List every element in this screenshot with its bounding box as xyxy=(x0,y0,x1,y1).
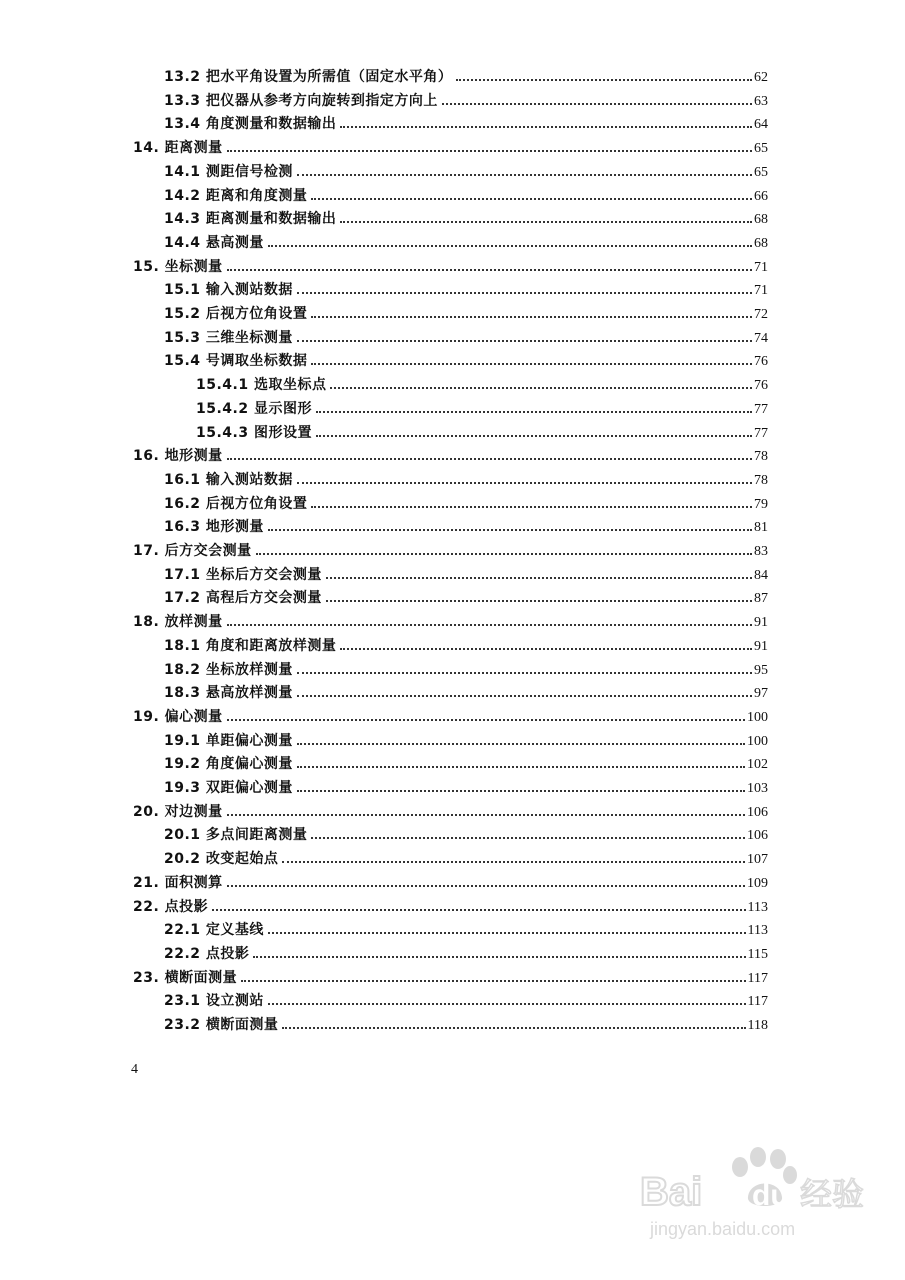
toc-entry-page: 115 xyxy=(747,946,768,962)
toc-entry[interactable] xyxy=(164,348,768,370)
toc-entry[interactable] xyxy=(164,585,768,607)
dot-leader xyxy=(227,269,752,271)
toc-entry-page: 109 xyxy=(747,875,768,891)
dot-leader xyxy=(212,909,745,911)
toc-entry-page: 106 xyxy=(747,804,768,820)
toc-entry[interactable] xyxy=(164,301,768,323)
toc-entry[interactable] xyxy=(164,680,768,702)
toc-entry-page: 106 xyxy=(747,828,768,844)
toc-entry-title: 14.3 距离测量和数据输出 xyxy=(164,211,337,228)
toc-entry[interactable] xyxy=(196,396,768,418)
dot-leader xyxy=(330,387,752,389)
toc-entry[interactable] xyxy=(164,230,768,252)
dot-leader xyxy=(297,672,752,674)
toc-entry-title: 16. 地形测量 xyxy=(133,448,223,465)
toc-entry-title: 18.3 悬高放样测量 xyxy=(164,685,293,702)
toc-entry[interactable] xyxy=(164,1012,768,1034)
toc-entry[interactable] xyxy=(133,443,768,465)
dot-leader xyxy=(241,980,745,982)
toc-entry[interactable] xyxy=(164,183,768,205)
toc-entry-title: 15.4 号调取坐标数据 xyxy=(164,353,308,370)
toc-entry[interactable] xyxy=(164,467,768,489)
toc-entry[interactable] xyxy=(196,372,768,394)
toc-entry-title: 15.4.1 选取坐标点 xyxy=(196,377,327,394)
dot-leader xyxy=(326,577,752,579)
dot-leader xyxy=(227,458,752,460)
dot-leader xyxy=(311,316,752,318)
toc-entry-page: 68 xyxy=(754,235,768,251)
toc-entry[interactable] xyxy=(164,325,768,347)
toc-entry-page: 83 xyxy=(754,544,768,559)
toc-entry[interactable] xyxy=(164,562,768,584)
toc-entry[interactable] xyxy=(164,846,768,868)
dot-leader xyxy=(268,932,746,934)
toc-entry-page: 117 xyxy=(747,994,768,1010)
toc-entry[interactable] xyxy=(164,111,768,133)
toc-entry-page: 113 xyxy=(747,899,768,915)
toc-entry-title: 15.4.2 显示图形 xyxy=(196,400,312,417)
watermark-brand: Bai xyxy=(640,1170,703,1214)
toc-entry-title: 15.4.3 图形设置 xyxy=(196,424,312,441)
toc-entry-title: 22.1 定义基线 xyxy=(164,922,264,939)
toc-entry-page: 74 xyxy=(754,330,768,346)
toc-entry[interactable] xyxy=(164,988,768,1010)
toc-entry-page: 71 xyxy=(754,259,768,275)
dot-leader xyxy=(311,363,752,365)
toc-entry[interactable] xyxy=(164,775,768,797)
toc-entry-title: 15.3 三维坐标测量 xyxy=(164,329,293,346)
toc-entry-title: 17. 后方交会测量 xyxy=(133,543,252,559)
dot-leader xyxy=(282,1027,745,1029)
toc-entry[interactable] xyxy=(133,135,768,157)
toc-entry[interactable] xyxy=(164,657,768,679)
dot-leader xyxy=(282,861,745,863)
toc-entry-title: 14.1 测距信号检测 xyxy=(164,163,293,180)
page-number: 4 xyxy=(131,1062,138,1077)
toc-entry[interactable] xyxy=(164,941,768,963)
dot-leader xyxy=(268,529,752,531)
dot-leader xyxy=(253,956,745,958)
toc-entry-title: 17.1 坐标后方交会测量 xyxy=(164,566,322,583)
toc-entry-title: 14.2 距离和角度测量 xyxy=(164,187,308,204)
toc-entry-page: 78 xyxy=(754,449,768,465)
toc-entry-page: 100 xyxy=(747,733,768,749)
toc-entry-title: 22. 点投影 xyxy=(133,898,209,915)
toc-entry-title: 15. 坐标测量 xyxy=(133,258,223,275)
toc-entry-title: 23. 横断面测量 xyxy=(133,969,238,986)
toc-entry-page: 66 xyxy=(754,188,768,204)
toc-entry-page: 84 xyxy=(754,567,768,583)
dot-leader xyxy=(340,126,752,128)
toc-entry[interactable] xyxy=(164,633,768,655)
toc-entry-page: 65 xyxy=(754,164,768,180)
toc-entry-title: 23.2 横断面测量 xyxy=(164,1017,279,1033)
toc-entry-title: 21. 面积测算 xyxy=(133,874,223,891)
toc-entry-page: 118 xyxy=(747,1018,768,1033)
dot-leader xyxy=(268,245,752,247)
toc-entry-page: 76 xyxy=(754,354,768,370)
toc-entry[interactable] xyxy=(133,609,768,631)
toc-entry-page: 68 xyxy=(754,212,768,228)
toc-entry-page: 62 xyxy=(754,70,768,85)
dot-leader xyxy=(297,790,745,792)
toc-entry-page: 63 xyxy=(754,93,768,109)
dot-leader xyxy=(297,292,752,294)
toc-entry-page: 77 xyxy=(754,401,768,417)
toc-entry[interactable] xyxy=(164,822,768,844)
toc-entry-page: 107 xyxy=(747,852,768,868)
toc-entry-title: 13.3 把仪器从参考方向旋转到指定方向上 xyxy=(164,92,438,109)
toc-entry[interactable] xyxy=(133,254,768,276)
toc-entry-page: 76 xyxy=(754,378,768,394)
toc-entry-page: 78 xyxy=(754,472,768,488)
toc-entry-page: 113 xyxy=(747,923,768,939)
toc-entry-title: 16.3 地形测量 xyxy=(164,519,264,536)
toc-entry-title: 23.1 设立测站 xyxy=(164,993,264,1010)
dot-leader xyxy=(256,553,752,555)
toc-entry[interactable] xyxy=(133,799,768,821)
toc-entry[interactable] xyxy=(133,870,768,892)
toc-entry-page: 95 xyxy=(754,662,768,678)
watermark-url: jingyan.baidu.com xyxy=(650,1219,796,1239)
toc-entry[interactable] xyxy=(164,514,768,536)
toc-entry-page: 87 xyxy=(754,591,768,607)
toc-entry-title: 14. 距离测量 xyxy=(133,140,223,157)
toc-entry-title: 22.2 点投影 xyxy=(164,945,250,962)
dot-leader xyxy=(311,198,752,200)
dot-leader xyxy=(340,648,752,650)
toc-entry[interactable] xyxy=(133,894,768,916)
toc-entry[interactable] xyxy=(164,728,768,750)
dot-leader xyxy=(297,766,745,768)
toc-entry-page: 100 xyxy=(747,709,768,725)
dot-leader xyxy=(456,79,752,81)
toc-entry[interactable] xyxy=(196,420,768,442)
dot-leader xyxy=(326,600,752,602)
dot-leader xyxy=(311,506,752,508)
toc-entry-page: 72 xyxy=(754,307,768,322)
toc-entry-title: 20. 对边测量 xyxy=(133,803,223,820)
toc-entry-page: 117 xyxy=(747,970,768,986)
toc-entry[interactable] xyxy=(164,751,768,773)
toc-entry-title: 16.2 后视方位角设置 xyxy=(164,495,308,512)
toc-entry-title: 16.1 输入测站数据 xyxy=(164,471,293,488)
dot-leader xyxy=(227,719,745,721)
toc-entry-title: 19.2 角度偏心测量 xyxy=(164,756,293,773)
toc-entry-title: 19. 偏心测量 xyxy=(133,708,223,725)
dot-leader xyxy=(227,624,752,626)
dot-leader xyxy=(227,150,752,152)
dot-leader xyxy=(316,411,752,413)
dot-leader xyxy=(297,482,752,484)
dot-leader xyxy=(227,885,745,887)
toc-entry-page: 79 xyxy=(754,496,768,512)
watermark-du: du xyxy=(752,1179,789,1212)
toc-entry[interactable] xyxy=(133,965,768,987)
toc-entry-title: 13.2 把水平角设置为所需值（固定水平角） xyxy=(164,69,453,85)
toc-entry-page: 102 xyxy=(747,757,768,773)
dot-leader xyxy=(340,221,752,223)
toc-entry-title: 13.4 角度测量和数据输出 xyxy=(164,116,337,133)
dot-leader xyxy=(297,340,752,342)
toc-entry[interactable] xyxy=(164,159,768,181)
toc-entry[interactable] xyxy=(133,538,768,560)
toc-entry-page: 91 xyxy=(754,615,768,631)
toc-entry-page: 65 xyxy=(754,141,768,157)
toc-entry-page: 91 xyxy=(754,638,768,654)
toc-entry-title: 14.4 悬高测量 xyxy=(164,234,264,251)
dot-leader xyxy=(297,695,752,697)
toc-entry-page: 71 xyxy=(754,283,768,299)
dot-leader xyxy=(442,103,752,105)
toc-entry-title: 18.1 角度和距离放样测量 xyxy=(164,637,337,654)
toc-entry-title: 19.3 双距偏心测量 xyxy=(164,780,293,796)
toc-entry-title: 17.2 高程后方交会测量 xyxy=(164,590,322,607)
toc-entry[interactable] xyxy=(164,277,768,299)
toc-entry-title: 18. 放样测量 xyxy=(133,614,223,631)
toc-entry[interactable] xyxy=(133,704,768,726)
dot-leader xyxy=(316,435,752,437)
toc-entry-title: 15.1 输入测站数据 xyxy=(164,282,293,299)
watermark-jingyan: 经验 xyxy=(800,1175,865,1213)
dot-leader xyxy=(227,814,745,816)
toc-entry-title: 19.1 单距偏心测量 xyxy=(164,732,293,749)
toc-entry-title: 18.2 坐标放样测量 xyxy=(164,661,293,678)
toc-entry-page: 77 xyxy=(754,425,768,441)
toc-entry-page: 97 xyxy=(754,686,768,702)
toc-entry-page: 103 xyxy=(747,781,768,796)
toc-entry[interactable] xyxy=(164,88,768,110)
dot-leader xyxy=(311,837,745,839)
toc-entry[interactable] xyxy=(164,206,768,228)
toc-entry[interactable] xyxy=(164,917,768,939)
dot-leader xyxy=(297,743,745,745)
toc-entry-title: 20.1 多点间距离测量 xyxy=(164,827,308,844)
toc-entry-page: 81 xyxy=(754,520,768,536)
dot-leader xyxy=(268,1003,746,1005)
toc-entry-title: 20.2 改变起始点 xyxy=(164,851,279,868)
dot-leader xyxy=(297,174,752,176)
baidu-jingyan-watermark xyxy=(640,1135,890,1245)
toc-entry-title: 15.2 后视方位角设置 xyxy=(164,306,308,322)
toc-entry[interactable] xyxy=(164,491,768,513)
toc-entry-page: 64 xyxy=(754,117,768,133)
toc-entry[interactable] xyxy=(164,64,768,86)
